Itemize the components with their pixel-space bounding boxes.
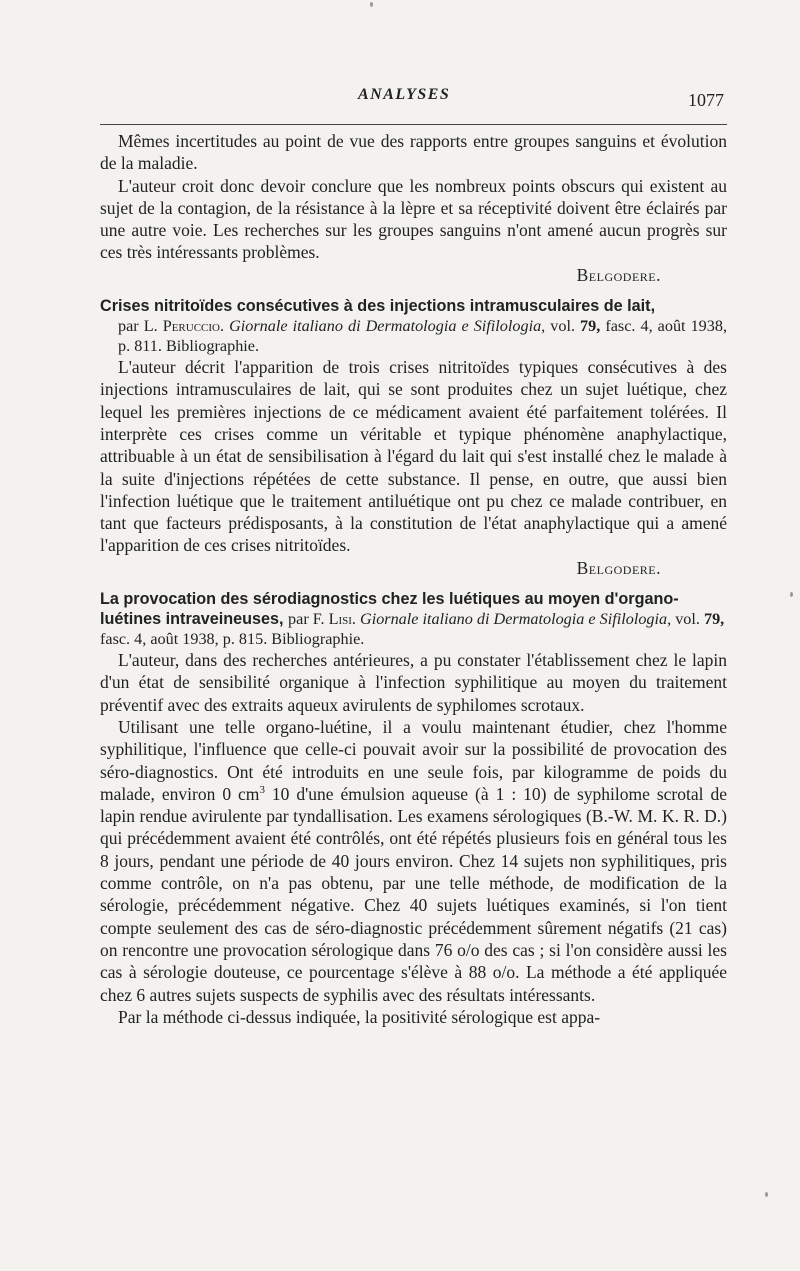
- paragraph: L'auteur décrit l'apparition de trois crises nitritoïdes typiques consécutives à des injections intramusculaires de lait, qui se sont produites chez un sujet luétique, chez lequel les premières injections de ce médicament avaient été parfaitement tolérées. Il interprète ces crises comme un véritable et typique phénomène anaphylactique, attribuable à un état de sensibilisation à l'égard du lait qui s'est installé chez le malade à la suite d'injections répétées de cette substance. Il pense, en outre, que aussi bien l'infection luétique que le traitement antiluétique ont pu chez ce malade contribuer, en tant que facteurs prédisposants, à la constitution de l'état anaphylactique qui a amené l'apparition de ces crises nitritoïdes.: [100, 357, 727, 556]
- paper-speck: [765, 1192, 768, 1197]
- paragraph: Par la méthode ci-dessus indiquée, la positivité sérologique est appa-: [118, 1006, 601, 1027]
- paragraph: [100, 716, 727, 1006]
- reference-par: par: [288, 610, 309, 629]
- paragraph: L'auteur croit donc devoir conclure que les nombreux points obscurs qui existent au sujet de la contagion, de la résistance à la lèpre et sa réceptivité doivent être éclairés par une autre voie. Les recherches sur les groupes sanguins n'ont amené aucun progrès sur ces très intéressants problèmes.: [100, 175, 727, 263]
- header-rule: [100, 124, 727, 125]
- paragraph-text: 10 d'une émulsion aqueuse (à 1 : 10) de syphilome scrotal de lapin rendue avirulente par tyndallisation. Les examens sérologiques (B.-W. M. K. R. D.) qui précédemment avaient été contrôlés, ont été répétés plusieurs fois en général tous les 8 jours, pendant une période de 40 jours environ. Chez 14 sujets non syphilitiques, pris comme contrôle, on n'a pas obtenu, par une telle méthode, de modification de la sérologie, précédemment négative. Chez 40 sujets luétiques examinés, si l'on tient compte seulement des cas de séro-diagnostic précédemment sûrement négatifs (21 cas) on rencontre une provocation sérologique dans 76 o/o des cas ; si l'on considère aussi les cas à sérologie douteuse, ce pourcentage s'élève à 88 o/o. La méthode a été appliquée chez 6 autres sujets suspects de syphilis avec des résultats intéressants.: [100, 783, 728, 1005]
- paper-speck: [370, 2, 373, 7]
- superscript: 3: [259, 784, 265, 796]
- paragraph-text: Utilisant une telle organo-luétine, il a voulu maintenant étudier, chez l'homme syphilitique, l'influence que celle-ci pouvait avoir sur la possibilité de provocation des séro-diagnostics. Ont été introduits en une seule fois, par kilogramme de poids du malade, environ 0 cm: [100, 716, 727, 804]
- page-header: [0, 86, 800, 116]
- signature: Belgodere.: [576, 264, 661, 285]
- signature: Belgodere.: [576, 557, 661, 578]
- paragraph: Mêmes incertitudes au point de vue des rapports entre groupes sanguins et évolution de la maladie.: [100, 131, 727, 174]
- page-body: [100, 130, 727, 1028]
- reference-author: L. Peruccio.: [143, 317, 225, 336]
- reference-volume: 79,: [703, 610, 725, 629]
- reference-volume: 79,: [580, 317, 601, 336]
- reference-volume-prefix: vol.: [550, 317, 575, 336]
- reference-journal: Giornale italiano di Dermatologia e Sifilologia,: [360, 610, 672, 629]
- reference-rest: fasc. 4, août 1938, p. 811. Bibliographie.: [118, 317, 728, 356]
- article-title-text: La provocation des sérodiagnostics chez les luétiques au moyen d'organo-luétines intraveineuses,: [100, 590, 679, 629]
- reference-journal: Giornale italiano di Dermatologia e Sifilologia,: [229, 317, 546, 336]
- article-title: Crises nitritoïdes consécutives à des injections intramusculaires de lait,: [100, 297, 656, 316]
- reference-volume-prefix: vol.: [675, 610, 700, 629]
- article-title: [100, 589, 727, 649]
- reference-rest: fasc. 4, août 1938, p. 815. Bibliographie.: [100, 630, 365, 649]
- paper-speck: [790, 592, 793, 597]
- page-number: 1077: [688, 90, 724, 110]
- article-reference: [100, 316, 727, 356]
- reference-par: par: [118, 317, 139, 336]
- paragraph: L'auteur, dans des recherches antérieures, a pu constater l'établissement chez le lapin d'un état de sensibilité organique à l'infection syphilitique au moyen du traitement préventif avec des extraits aqueux avirulents de syphilomes scrotaux.: [100, 650, 727, 715]
- running-title: ANALYSES: [358, 86, 451, 103]
- reference-author: F. Lisi.: [312, 610, 356, 629]
